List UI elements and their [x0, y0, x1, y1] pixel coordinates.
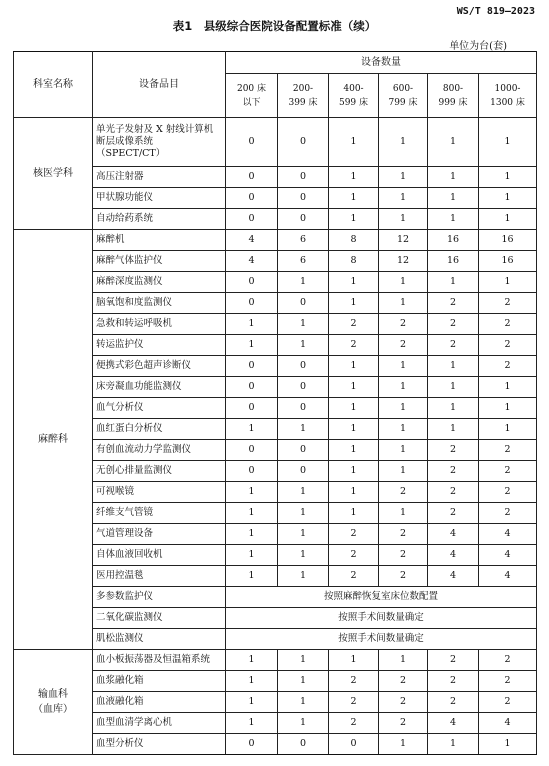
- item-cell: [93, 118, 226, 167]
- quantity-cell: 1: [226, 713, 278, 734]
- table-row: [14, 650, 537, 671]
- quantity-cell: 1: [479, 188, 537, 209]
- quantity-cell: 2: [479, 335, 537, 356]
- quantity-cell: 1: [428, 398, 479, 419]
- quantity-cell: 4: [428, 566, 479, 587]
- quantity-cell: 2: [428, 671, 479, 692]
- quantity-cell: 4: [479, 524, 537, 545]
- quantity-cell: 4: [428, 545, 479, 566]
- quantity-cell: 1: [428, 419, 479, 440]
- quantity-cell: 0: [278, 398, 329, 419]
- item-cell: [93, 713, 226, 734]
- quantity-cell: 16: [428, 251, 479, 272]
- item-cell: [93, 419, 226, 440]
- quantity-cell: 0: [226, 167, 278, 188]
- tier-label-line: 1000-: [494, 83, 521, 94]
- quantity-cell: 1: [226, 419, 278, 440]
- item-name: 医用控温毯: [96, 570, 144, 581]
- quantity-cell: 4: [226, 230, 278, 251]
- quantity-cell: 0: [226, 356, 278, 377]
- item-name: 自动给药系统: [96, 213, 154, 224]
- quantity-cell: 2: [428, 335, 479, 356]
- item-cell: [93, 314, 226, 335]
- item-name: 可视喉镜: [96, 486, 135, 497]
- quantity-cell: 1: [379, 209, 428, 230]
- dept-name: 输血科: [38, 688, 68, 700]
- quantity-cell: 1: [278, 524, 329, 545]
- table-row: [14, 230, 537, 251]
- quantity-cell: 1: [278, 335, 329, 356]
- quantity-cell: 2: [379, 482, 428, 503]
- item-cell: [93, 272, 226, 293]
- quantity-cell: 2: [479, 503, 537, 524]
- quantity-cell: 1: [479, 734, 537, 755]
- item-cell: [93, 650, 226, 671]
- quantity-cell: 1: [428, 167, 479, 188]
- table-row: [14, 419, 537, 440]
- table-row: [14, 587, 537, 608]
- quantity-cell: 1: [479, 419, 537, 440]
- item-name: 床旁凝血功能监测仪: [96, 381, 182, 392]
- span-note: 按照手术间数量确定: [226, 608, 537, 629]
- quantity-cell: 1: [379, 377, 428, 398]
- table-row: [14, 545, 537, 566]
- quantity-cell: 2: [479, 671, 537, 692]
- quantity-cell: 1: [379, 461, 428, 482]
- table-row: [14, 524, 537, 545]
- quantity-cell: 12: [379, 230, 428, 251]
- quantity-cell: 1: [226, 692, 278, 713]
- item-cell: [93, 461, 226, 482]
- quantity-cell: 1: [226, 524, 278, 545]
- quantity-cell: 1: [379, 188, 428, 209]
- item-name: 血型血清学离心机: [96, 717, 173, 728]
- quantity-cell: 1: [278, 545, 329, 566]
- quantity-cell: 6: [278, 230, 329, 251]
- quantity-cell: 1: [278, 314, 329, 335]
- table-row: [14, 734, 537, 755]
- item-cell: [93, 692, 226, 713]
- quantity-cell: 2: [428, 293, 479, 314]
- quantity-cell: 1: [226, 671, 278, 692]
- quantity-cell: 0: [226, 377, 278, 398]
- quantity-cell: 1: [379, 118, 428, 167]
- span-note: 按照手术间数量确定: [226, 629, 537, 650]
- table-row: [14, 692, 537, 713]
- table-row: [14, 629, 537, 650]
- quantity-cell: 2: [479, 692, 537, 713]
- table-row: [14, 440, 537, 461]
- table-row: [14, 188, 537, 209]
- quantity-cell: 8: [329, 251, 379, 272]
- quantity-cell: 0: [278, 293, 329, 314]
- quantity-cell: 2: [329, 671, 379, 692]
- item-cell: [93, 335, 226, 356]
- table-row: [14, 335, 537, 356]
- item-name: 肌松监测仪: [96, 633, 144, 644]
- tier-label-line: 以下: [242, 97, 261, 108]
- header-tier: [428, 74, 479, 118]
- item-cell: [93, 629, 226, 650]
- quantity-cell: 2: [428, 461, 479, 482]
- quantity-cell: 2: [329, 692, 379, 713]
- quantity-cell: 1: [379, 419, 428, 440]
- quantity-cell: 1: [379, 167, 428, 188]
- item-cell: [93, 398, 226, 419]
- quantity-cell: 0: [226, 734, 278, 755]
- table-title: 表1 县级综合医院设备配置标准（续）: [172, 19, 377, 33]
- quantity-cell: 2: [379, 671, 428, 692]
- quantity-cell: 0: [278, 188, 329, 209]
- quantity-cell: 4: [479, 545, 537, 566]
- quantity-cell: 16: [479, 251, 537, 272]
- table-row: [14, 398, 537, 419]
- item-name: 血红蛋白分析仪: [96, 423, 163, 434]
- quantity-cell: 1: [428, 734, 479, 755]
- quantity-cell: 4: [226, 251, 278, 272]
- quantity-cell: 1: [226, 545, 278, 566]
- quantity-cell: 1: [226, 314, 278, 335]
- table-row: [14, 314, 537, 335]
- header-item: 设备品目: [93, 52, 226, 118]
- table-row: [14, 356, 537, 377]
- quantity-cell: 1: [428, 118, 479, 167]
- quantity-cell: 1: [278, 272, 329, 293]
- tier-label-line: 799 床: [388, 97, 418, 108]
- quantity-cell: 1: [278, 671, 329, 692]
- quantity-cell: 8: [329, 230, 379, 251]
- quantity-cell: 2: [379, 524, 428, 545]
- quantity-cell: 2: [428, 314, 479, 335]
- item-name: 血浆融化箱: [96, 675, 144, 686]
- quantity-cell: 1: [479, 398, 537, 419]
- quantity-cell: 1: [329, 272, 379, 293]
- tier-label-line: 200-: [292, 83, 314, 94]
- quantity-cell: 2: [379, 545, 428, 566]
- quantity-cell: 1: [226, 482, 278, 503]
- table-row: [14, 482, 537, 503]
- table-row: [14, 713, 537, 734]
- item-name: 麻醉机: [96, 234, 125, 245]
- quantity-cell: 2: [428, 482, 479, 503]
- quantity-cell: 6: [278, 251, 329, 272]
- dept-name: 麻醉科: [38, 433, 68, 445]
- quantity-cell: 2: [428, 692, 479, 713]
- quantity-cell: 1: [329, 293, 379, 314]
- item-cell: [93, 230, 226, 251]
- quantity-cell: 0: [226, 118, 278, 167]
- header-tier: [479, 74, 537, 118]
- item-name: 血气分析仪: [96, 402, 144, 413]
- quantity-cell: 2: [479, 440, 537, 461]
- quantity-cell: 2: [428, 440, 479, 461]
- quantity-cell: 0: [226, 440, 278, 461]
- quantity-cell: 1: [329, 356, 379, 377]
- quantity-cell: 0: [226, 461, 278, 482]
- item-cell: [93, 356, 226, 377]
- quantity-cell: 12: [379, 251, 428, 272]
- quantity-cell: 2: [329, 314, 379, 335]
- item-name: 麻醉深度监测仪: [96, 276, 163, 287]
- header-tier: [379, 74, 428, 118]
- quantity-cell: 2: [479, 314, 537, 335]
- quantity-cell: 1: [479, 118, 537, 167]
- quantity-cell: 1: [379, 356, 428, 377]
- quantity-cell: 0: [226, 398, 278, 419]
- item-name: 无创心排量监测仪: [96, 465, 173, 476]
- quantity-cell: 1: [479, 209, 537, 230]
- quantity-cell: 1: [428, 377, 479, 398]
- quantity-cell: 2: [329, 335, 379, 356]
- quantity-cell: 2: [379, 566, 428, 587]
- quantity-cell: 0: [278, 377, 329, 398]
- item-name: 急救和转运呼吸机: [96, 318, 173, 329]
- item-name: 单光子发射及 X 射线计算机: [96, 124, 214, 135]
- table-row: [14, 377, 537, 398]
- quantity-cell: 4: [479, 566, 537, 587]
- table-row: [14, 251, 537, 272]
- table-row: [14, 608, 537, 629]
- item-name: 脑氧饱和度监测仪: [96, 297, 173, 308]
- quantity-cell: 2: [479, 461, 537, 482]
- dept-cell: [14, 230, 93, 650]
- table-row: [14, 671, 537, 692]
- header-quantity: 设备数量: [226, 52, 537, 74]
- quantity-cell: 0: [278, 209, 329, 230]
- quantity-cell: 0: [278, 734, 329, 755]
- quantity-cell: 1: [329, 209, 379, 230]
- quantity-cell: 0: [278, 461, 329, 482]
- quantity-cell: 1: [278, 503, 329, 524]
- quantity-cell: 1: [379, 293, 428, 314]
- item-cell: [93, 293, 226, 314]
- table-row: [14, 209, 537, 230]
- unit-note: 单位为台(套): [449, 41, 507, 52]
- quantity-cell: 0: [226, 293, 278, 314]
- item-name: 自体血液回收机: [96, 549, 163, 560]
- item-name: 气道管理设备: [96, 528, 154, 539]
- quantity-cell: 2: [379, 314, 428, 335]
- item-cell: [93, 188, 226, 209]
- quantity-cell: 1: [329, 419, 379, 440]
- quantity-cell: 1: [428, 188, 479, 209]
- quantity-cell: 1: [329, 118, 379, 167]
- table-row: [14, 118, 537, 167]
- item-name: 高压注射器: [96, 171, 144, 182]
- quantity-cell: 1: [379, 272, 428, 293]
- quantity-cell: 2: [428, 650, 479, 671]
- quantity-cell: 2: [428, 503, 479, 524]
- quantity-cell: 1: [278, 419, 329, 440]
- quantity-cell: 0: [226, 188, 278, 209]
- tier-label-line: 999 床: [438, 97, 468, 108]
- equipment-table: [13, 51, 537, 755]
- quantity-cell: 2: [479, 356, 537, 377]
- tier-label-line: 1300 床: [490, 97, 525, 108]
- quantity-cell: 4: [479, 713, 537, 734]
- header-tier: [329, 74, 379, 118]
- quantity-cell: 0: [278, 356, 329, 377]
- quantity-cell: 1: [278, 482, 329, 503]
- item-cell: [93, 251, 226, 272]
- quantity-cell: 1: [479, 272, 537, 293]
- quantity-cell: 2: [379, 692, 428, 713]
- quantity-cell: 0: [278, 440, 329, 461]
- header-tier: [278, 74, 329, 118]
- quantity-cell: 1: [226, 503, 278, 524]
- quantity-cell: 1: [329, 461, 379, 482]
- quantity-cell: 1: [379, 734, 428, 755]
- header-tier: [226, 74, 278, 118]
- item-cell: [93, 545, 226, 566]
- quantity-cell: 1: [329, 188, 379, 209]
- quantity-cell: 1: [428, 356, 479, 377]
- item-name: 二氧化碳监测仪: [96, 612, 163, 623]
- item-name: 断层成像系统: [96, 136, 154, 147]
- quantity-cell: 1: [379, 503, 428, 524]
- item-name: 麻醉气体监护仪: [96, 255, 163, 266]
- quantity-cell: 4: [428, 524, 479, 545]
- quantity-cell: 2: [329, 545, 379, 566]
- quantity-cell: 1: [379, 398, 428, 419]
- quantity-cell: 2: [479, 482, 537, 503]
- item-cell: [93, 734, 226, 755]
- dept-cell: [14, 118, 93, 230]
- table-row: [14, 503, 537, 524]
- item-cell: [93, 503, 226, 524]
- table-row: [14, 461, 537, 482]
- item-name: 转运监护仪: [96, 339, 144, 350]
- item-name: 多参数监护仪: [96, 591, 154, 602]
- item-cell: [93, 440, 226, 461]
- tier-label-line: 399 床: [288, 97, 318, 108]
- quantity-cell: 1: [329, 503, 379, 524]
- dept-subname: （血库）: [33, 703, 73, 715]
- item-name: 有创血流动力学监测仪: [96, 444, 192, 455]
- quantity-cell: 1: [329, 440, 379, 461]
- item-cell: [93, 524, 226, 545]
- quantity-cell: 1: [278, 566, 329, 587]
- tier-label-line: 400-: [343, 83, 364, 94]
- dept-cell: [14, 650, 93, 755]
- quantity-cell: 2: [329, 524, 379, 545]
- table-row: [14, 167, 537, 188]
- quantity-cell: 16: [479, 230, 537, 251]
- quantity-cell: 0: [226, 209, 278, 230]
- item-name: （SPECT/CT）: [96, 148, 166, 159]
- header-dept: 科室名称: [14, 52, 93, 118]
- tier-label-line: 800-: [442, 83, 464, 94]
- tier-label-line: 600-: [392, 83, 414, 94]
- quantity-cell: 2: [329, 566, 379, 587]
- quantity-cell: 0: [329, 734, 379, 755]
- item-name: 纤维支气管镜: [96, 507, 154, 518]
- item-cell: [93, 566, 226, 587]
- item-cell: [93, 608, 226, 629]
- item-cell: [93, 209, 226, 230]
- quantity-cell: 2: [379, 335, 428, 356]
- quantity-cell: 16: [428, 230, 479, 251]
- item-name: 血型分析仪: [96, 738, 144, 749]
- item-cell: [93, 587, 226, 608]
- tier-label-line: 200 床: [236, 83, 267, 94]
- item-name: 血小板振荡器及恒温箱系统: [96, 654, 211, 665]
- quantity-cell: 2: [479, 650, 537, 671]
- quantity-cell: 1: [329, 167, 379, 188]
- quantity-cell: 0: [226, 272, 278, 293]
- quantity-cell: 1: [278, 713, 329, 734]
- table-row: [14, 272, 537, 293]
- quantity-cell: 0: [278, 167, 329, 188]
- quantity-cell: 1: [226, 566, 278, 587]
- quantity-cell: 1: [479, 377, 537, 398]
- table-row: [14, 293, 537, 314]
- quantity-cell: 1: [226, 335, 278, 356]
- quantity-cell: 1: [428, 272, 479, 293]
- quantity-cell: 1: [329, 398, 379, 419]
- quantity-cell: 1: [278, 650, 329, 671]
- quantity-cell: 1: [329, 650, 379, 671]
- quantity-cell: 1: [479, 167, 537, 188]
- item-name: 甲状腺功能仪: [96, 192, 154, 203]
- quantity-cell: 4: [428, 713, 479, 734]
- quantity-cell: 1: [278, 692, 329, 713]
- quantity-cell: 2: [329, 713, 379, 734]
- quantity-cell: 2: [379, 713, 428, 734]
- quantity-cell: 1: [329, 377, 379, 398]
- tier-label-line: 599 床: [338, 97, 369, 108]
- dept-name: 核医学科: [33, 167, 73, 179]
- span-note: 按照麻醉恢复室床位数配置: [226, 587, 537, 608]
- item-cell: [93, 167, 226, 188]
- quantity-cell: 2: [479, 293, 537, 314]
- item-cell: [93, 482, 226, 503]
- quantity-cell: 1: [379, 650, 428, 671]
- table-row: [14, 566, 537, 587]
- quantity-cell: 1: [329, 482, 379, 503]
- quantity-cell: 1: [428, 209, 479, 230]
- item-name: 便携式彩色超声诊断仪: [96, 360, 192, 371]
- item-cell: [93, 671, 226, 692]
- quantity-cell: 1: [226, 650, 278, 671]
- quantity-cell: 1: [379, 440, 428, 461]
- quantity-cell: 0: [278, 118, 329, 167]
- item-cell: [93, 377, 226, 398]
- standard-code: WS/T 819—2023: [456, 6, 535, 17]
- item-name: 血液融化箱: [96, 696, 144, 707]
